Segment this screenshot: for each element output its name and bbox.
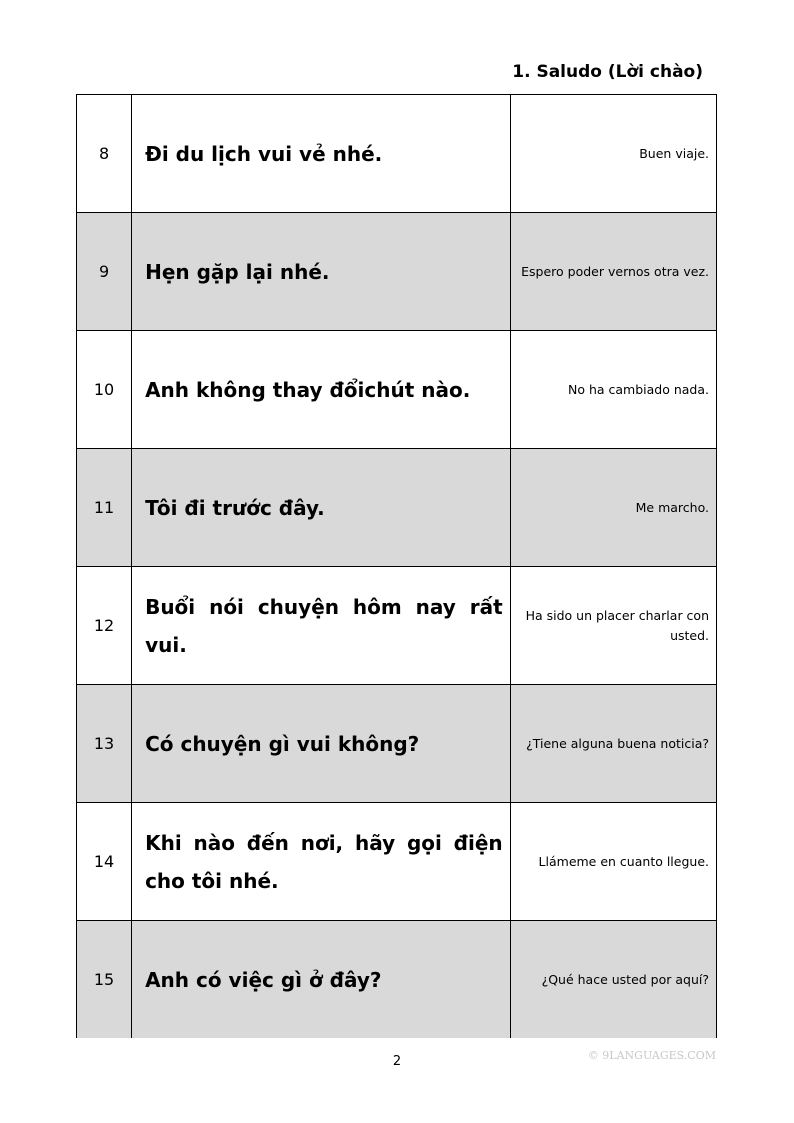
spanish-translation: Me marcho. [510, 449, 716, 567]
row-number: 14 [77, 803, 132, 921]
vietnamese-phrase: Có chuyện gì vui không? [132, 685, 511, 803]
vietnamese-phrase: Anh không thay đổichút nào. [132, 331, 511, 449]
vietnamese-phrase: Buổi nói chuyện hôm nay rất vui. [132, 567, 511, 685]
spanish-translation: ¿Tiene alguna buena noticia? [510, 685, 716, 803]
table-row [77, 803, 717, 921]
row-number: 10 [77, 331, 132, 449]
spanish-translation: Llámeme en cuanto llegue. [510, 803, 716, 921]
vietnamese-phrase: Hẹn gặp lại nhé. [132, 213, 511, 331]
watermark: © 9LANGUAGES.COM [587, 1049, 716, 1062]
spanish-translation: Ha sido un placer charlar con usted. [510, 567, 716, 685]
page-number: 2 [392, 1054, 402, 1069]
row-number: 11 [77, 449, 132, 567]
table-row [77, 449, 717, 567]
spanish-translation: Espero poder vernos otra vez. [510, 213, 716, 331]
table-row [77, 331, 717, 449]
spanish-translation: No ha cambiado nada. [510, 331, 716, 449]
table-row [77, 95, 717, 213]
row-number: 9 [77, 213, 132, 331]
section-title: 1. Saludo (Lời chào) [512, 62, 703, 82]
vietnamese-phrase: Anh có việc gì ở đây? [132, 921, 511, 1039]
row-number: 12 [77, 567, 132, 685]
vietnamese-phrase: Tôi đi trước đây. [132, 449, 511, 567]
table-row [77, 567, 717, 685]
row-number: 8 [77, 95, 132, 213]
table-row [77, 213, 717, 331]
phrase-table [76, 94, 717, 1038]
spanish-translation: Buen viaje. [510, 95, 716, 213]
row-number: 15 [77, 921, 132, 1039]
vietnamese-phrase: Đi du lịch vui vẻ nhé. [132, 95, 511, 213]
table-row [77, 685, 717, 803]
table-row [77, 921, 717, 1039]
vietnamese-phrase: Khi nào đến nơi, hãy gọi điện cho tôi nhé. [132, 803, 511, 921]
row-number: 13 [77, 685, 132, 803]
spanish-translation: ¿Qué hace usted por aquí? [510, 921, 716, 1039]
